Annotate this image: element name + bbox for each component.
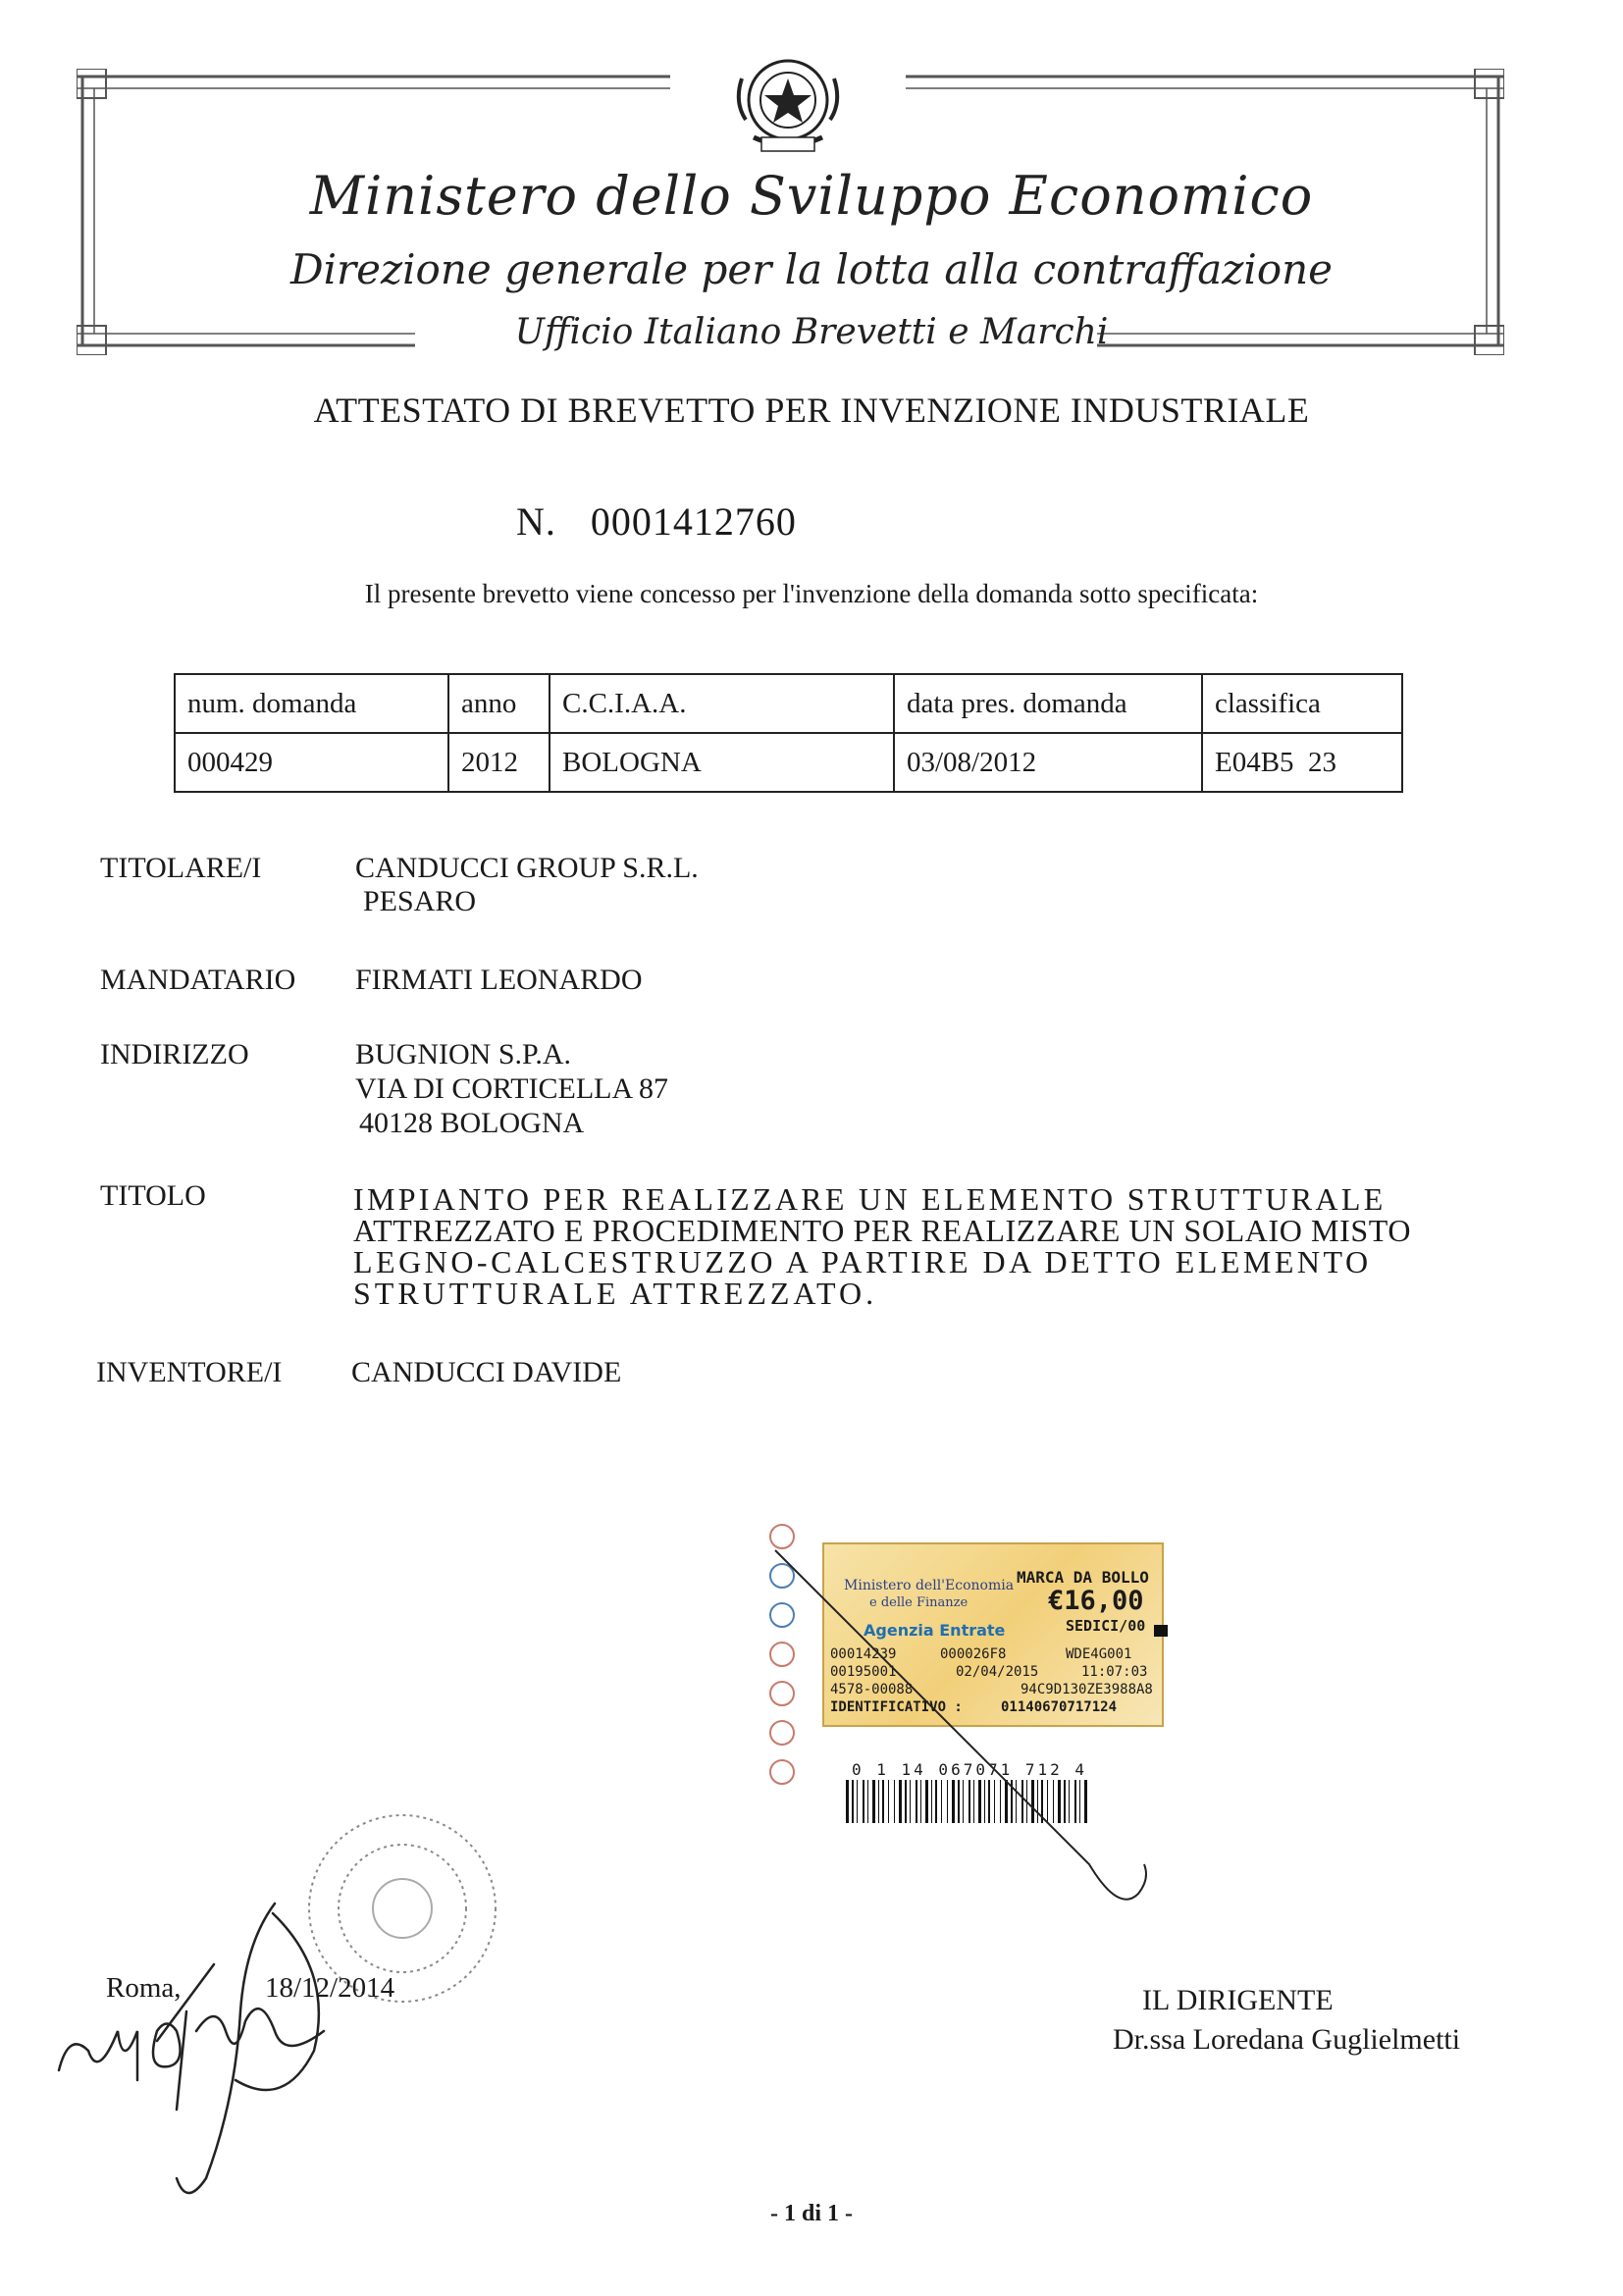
indirizzo-line: 40128 BOLOGNA [359,1107,585,1139]
titolare-city: PESARO [363,885,477,917]
footer-date: 18/12/2014 [265,1972,395,2004]
stamp-cancellation-mark [765,1540,1178,1933]
stamp-type: MARCA DA BOLLO [1017,1568,1149,1587]
inventore-label: INVENTORE/I [96,1356,283,1388]
patent-number-value: 0001412760 [590,499,797,544]
document-title: ATTESTATO DI BREVETTO PER INVENZIONE INDUSTRIALE [313,391,1310,430]
table-header-cell: num. domanda [175,674,448,733]
office-name: Ufficio Italiano Brevetti e Marchi [514,312,1109,352]
signatory-role: IL DIRIGENTE [1142,1984,1334,2016]
mandatario-label: MANDATARIO [100,964,296,996]
stamp-code: 94C9D130ZE3988A8 [1021,1682,1153,1697]
stamp-code: 000026F8 [940,1646,1007,1662]
table-cell: BOLOGNA [550,733,894,792]
page-number: - 1 di 1 - [770,2201,853,2226]
direction-name: Direzione generale per la lotta alla contraffazione [289,245,1334,293]
stamp-issuer: Ministero dell'Economia [844,1578,1015,1593]
titolo-label: TITOLO [100,1179,206,1212]
intro-text: Il presente brevetto viene concesso per l'invenzione della domanda sotto specificata: [364,579,1259,608]
stamp-code: WDE4G001 [1066,1646,1132,1662]
stamp-code: 00195001 [830,1664,897,1680]
table-cell: 03/08/2012 [894,733,1202,792]
stamp-identifier: 01140670717124 [1001,1699,1118,1715]
stamp-agency: Agenzia Entrate [864,1621,1006,1640]
titolo-line: STRUTTURALE ATTREZZATO. [353,1276,878,1311]
stamp-identifier-label: IDENTIFICATIVO : [830,1699,963,1715]
stamp-code: 00014239 [830,1646,897,1662]
table-header-cell: data pres. domanda [894,674,1202,733]
table-header-cell: classifica [1202,674,1402,733]
stamp-amount-words: SEDICI/00 [1066,1617,1146,1635]
table-header-cell: C.C.I.A.A. [550,674,894,733]
indirizzo-label: INDIRIZZO [100,1038,249,1070]
stamp-code: 11:07:03 [1081,1664,1148,1680]
handwritten-signature-icon [39,1884,412,2218]
application-table [174,673,1403,793]
mandatario-value: FIRMATI LEONARDO [355,964,643,996]
inventore-value: CANDUCCI DAVIDE [351,1356,622,1388]
titolare-name: CANDUCCI GROUP S.R.L. [355,852,699,884]
table-header-row [175,674,1402,733]
table-cell: E04B5 23 [1202,733,1402,792]
titolare-label: TITOLARE/I [100,852,262,884]
titolo-line: LEGNO-CALCESTRUZZO A PARTIRE DA DETTO ELEMENTO [353,1244,1372,1279]
ministry-name: Ministero dello Sviluppo Economico [309,165,1314,227]
stamp-amount: €16,00 [1048,1586,1144,1616]
table-header-cell: anno [448,674,550,733]
signatory-name: Dr.ssa Loredana Guglielmetti [1113,2023,1461,2056]
barcode-number: 0 1 14 067071 712 4 [852,1760,1088,1779]
stamp-code: 02/04/2015 [956,1664,1039,1680]
stamp-code: 4578-00088 [830,1682,914,1697]
table-cell: 2012 [448,733,550,792]
patent-number-prefix: N. [516,499,556,544]
titolo-line: ATTREZZATO E PROCEDIMENTO PER REALIZZARE UN SOLAIO MISTO [353,1213,1412,1248]
indirizzo-line: BUGNION S.P.A. [355,1038,572,1070]
italian-republic-emblem-icon [724,43,852,163]
footer-city: Roma, [106,1972,182,2004]
stamp-issuer-2: e delle Finanze [869,1595,969,1610]
table-cell: 000429 [175,733,448,792]
titolo-line: IMPIANTO PER REALIZZARE UN ELEMENTO STRUTTURALE [353,1181,1387,1217]
table-row [175,733,1402,792]
indirizzo-line: VIA DI CORTICELLA 87 [355,1072,669,1105]
patent-number [516,498,797,545]
